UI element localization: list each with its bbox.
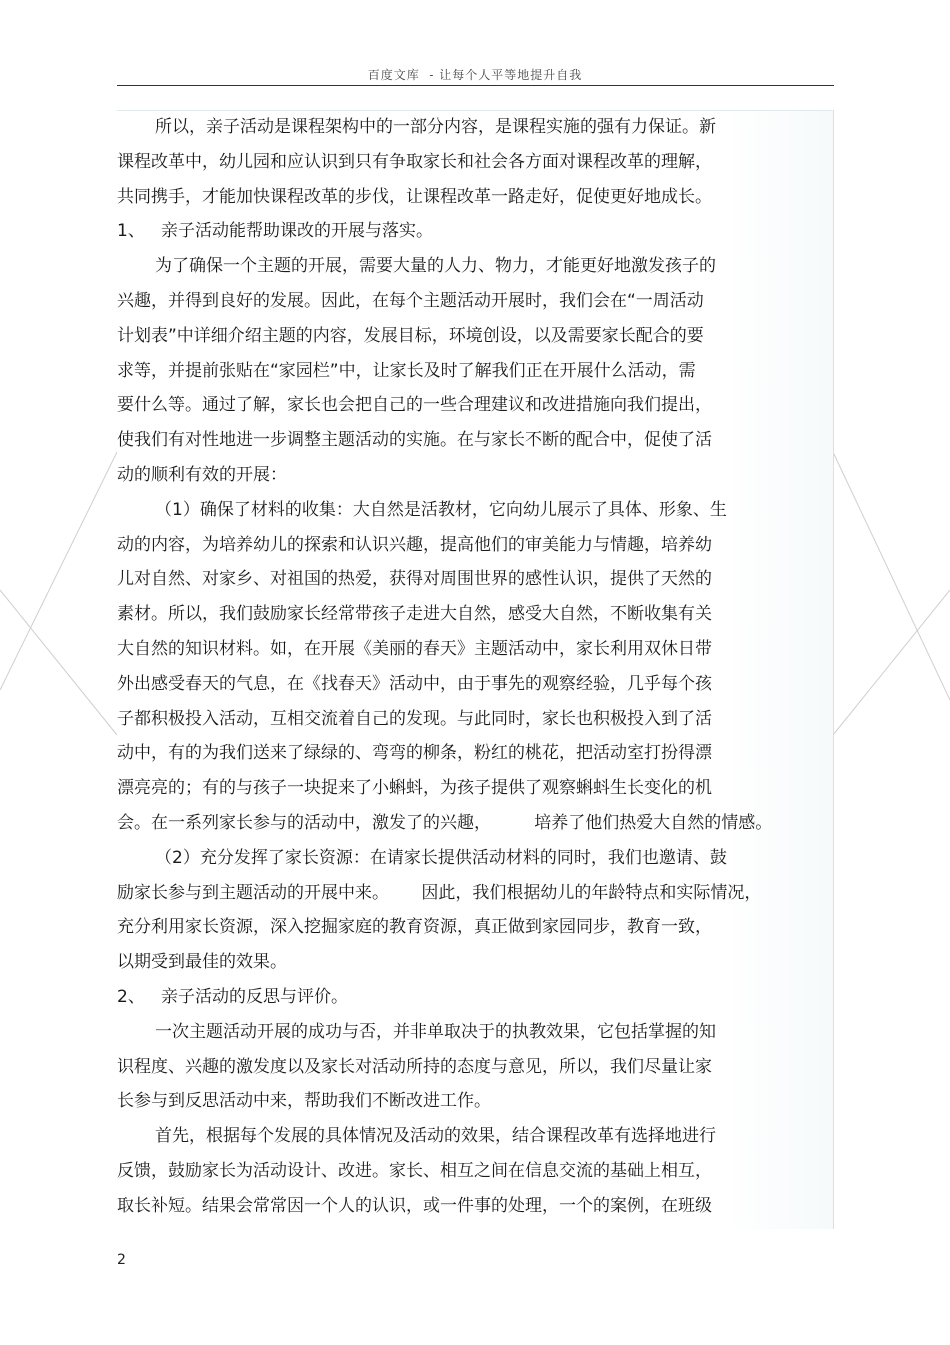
text-line: 2、 亲子活动的反思与评价。: [117, 986, 349, 1007]
paragraph: [117, 110, 837, 214]
text-line: 计划表”中详细介绍主题的内容，发展目标，环境创设，以及需要家长配合的要: [117, 325, 704, 346]
page-header: 百度文库 - 让每个人平等地提升自我: [367, 68, 583, 82]
paragraph: [117, 1015, 837, 1119]
text-line: 识程度、兴趣的激发度以及家长对活动所持的态度与意见，所以，我们尽量让家: [117, 1056, 712, 1077]
section-heading-1: [117, 214, 837, 249]
header-divider: [117, 85, 834, 86]
text-line: 以期受到最佳的效果。: [117, 952, 287, 973]
text-line: 儿对自然、对家乡、对祖国的热爱，获得对周围世界的感性认识，提供了天然的: [117, 569, 712, 590]
text-line: 漂亮亮的；有的与孩子一块捉来了小蝌蚪，为孩子提供了观察蝌蚪生长变化的机: [117, 778, 712, 799]
text-line: （2）充分发挥了家长资源：在请家长提供活动材料的同时，我们也邀请、鼓: [155, 847, 727, 868]
text-line: 动的顺利有效的开展：: [117, 464, 287, 485]
text-line: 求等，并提前张贴在“家园栏”中，让家长及时了解我们正在开展什么活动，需: [117, 360, 696, 381]
paragraph: [117, 841, 837, 980]
text-line: 励家长参与到主题活动的开展中来。 因此，我们根据幼儿的年龄特点和实际情况，: [117, 882, 762, 903]
text-line: 反馈，鼓励家长为活动设计、改进。家长、相互之间在信息交流的基础上相互，: [117, 1160, 712, 1181]
text-line: 充分利用家长资源，深入挖掘家庭的教育资源，真正做到家园同步，教育一致，: [117, 917, 712, 938]
section-heading-2: [117, 980, 837, 1015]
text-line: 所以，亲子活动是课程架构中的一部分内容，是课程实施的强有力保证。新: [155, 117, 716, 137]
text-line: 长参与到反思活动中来，帮助我们不断改进工作。: [117, 1091, 491, 1112]
text-line: 大自然的知识材料。如，在开展《美丽的春天》主题活动中，家长利用双休日带: [117, 638, 712, 659]
paragraph: [117, 1119, 837, 1223]
text-line: 兴趣，并得到良好的发展。因此，在每个主题活动开展时，我们会在“一周活动: [117, 290, 704, 311]
text-line: 外出感受春天的气息，在《找春天》活动中，由于事先的观察经验，几乎每个孩: [117, 673, 712, 694]
text-line: 1、 亲子活动能帮助课改的开展与落实。: [117, 221, 434, 242]
paragraph: [117, 249, 837, 493]
text-line: 素材。所以，我们鼓励家长经常带孩子走进大自然，感受大自然，不断收集有关: [117, 604, 712, 625]
paragraph: [117, 493, 837, 841]
text-line: 一次主题活动开展的成功与否，并非单取决于的执教效果，它包括掌握的知: [155, 1021, 716, 1042]
text-line: 取长补短。结果会常常因一个人的认识，或一件事的处理，一个的案例，在班级: [117, 1195, 712, 1216]
text-line: 动的内容，为培养幼儿的探索和认识兴趣，提高他们的审美能力与情趣，培养幼: [117, 534, 712, 555]
text-line: 使我们有对性地进一步调整主题活动的实施。在与家长不断的配合中，促使了活: [117, 430, 712, 451]
text-line: 会。在一系列家长参与的活动中，激发了的兴趣， 培养了他们热爱大自然的情感。: [117, 812, 773, 833]
text-line: 动中，有的为我们送来了绿绿的、弯弯的柳条，粉红的桃花，把活动室打扮得漂: [117, 743, 712, 764]
text-line: 共同携手，才能加快课程改革的步伐，让课程改革一路走好，促使更好地成长。: [117, 186, 712, 207]
text-line: （1）确保了材料的收集：大自然是活教材，它向幼儿展示了具体、形象、生: [155, 499, 727, 520]
page-number: 2: [117, 1252, 126, 1268]
text-line: 要什么等。通过了解，家长也会把自己的一些合理建议和改进措施向我们提出，: [117, 395, 712, 416]
text-line: 课程改革中，幼儿园和应认识到只有争取家长和社会各方面对课程改革的理解，: [117, 151, 712, 172]
document-body: [117, 110, 837, 1224]
text-line: 首先，根据每个发展的具体情况及活动的效果，结合课程改革有选择地进行: [155, 1126, 716, 1147]
text-line: 为了确保一个主题的开展，需要大量的人力、物力，才能更好地激发孩子的: [155, 256, 716, 277]
text-line: 子都积极投入活动，互相交流着自己的发现。与此同时，家长也积极投入到了活: [117, 708, 712, 729]
